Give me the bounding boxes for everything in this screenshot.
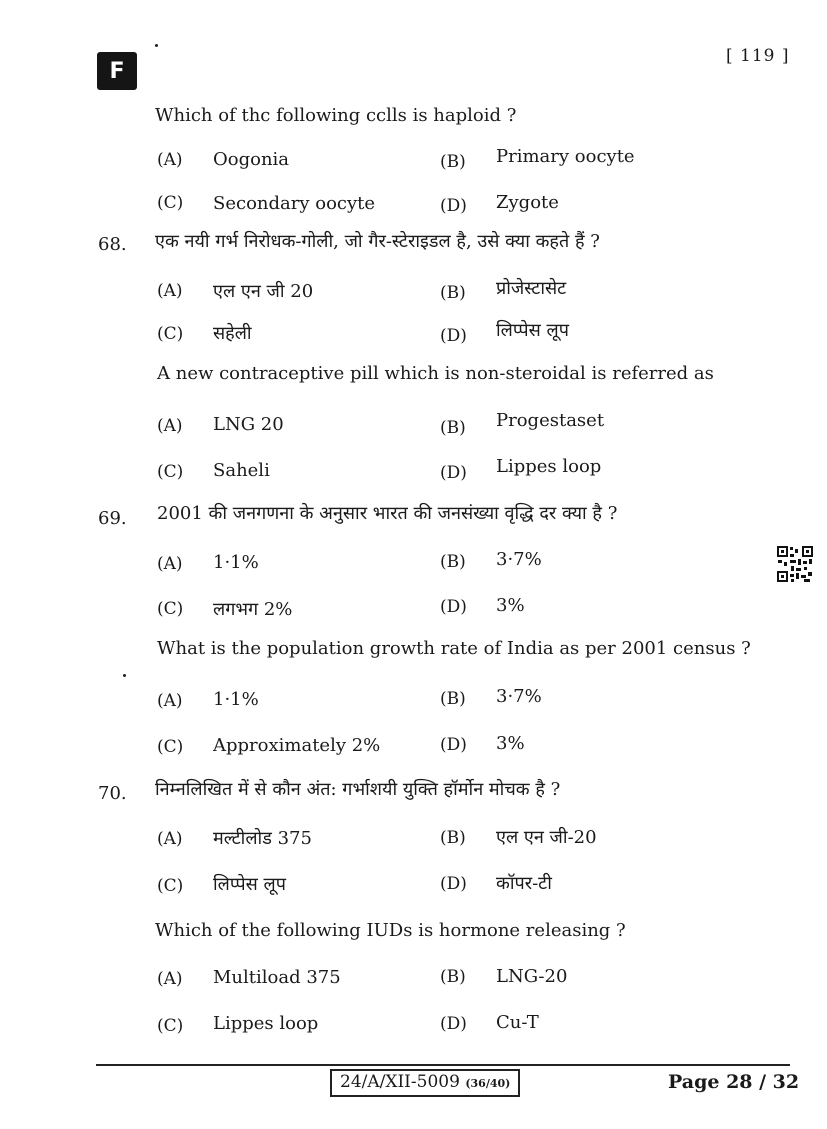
option-text: कॉपर-टी	[496, 873, 552, 894]
option-label: (B)	[440, 283, 466, 303]
option-text: LNG 20	[213, 414, 284, 435]
option-label: (D)	[440, 326, 467, 346]
option-label: (A)	[157, 691, 183, 711]
question-number: 70.	[98, 783, 127, 804]
question-text-hindi: 2001 की जनगणना के अनुसार भारत की जनसंख्या वृद्धि दर क्या है ?	[157, 503, 618, 524]
option-text: लिप्पेस लूप	[213, 874, 286, 895]
option-text: लिप्पेस लूप	[496, 320, 569, 341]
question-text-hindi: निम्नलिखित में से कौन अंत: गर्भाशयी युक्ति हॉर्मोन मोचक है ?	[155, 779, 561, 800]
option-label: (B)	[440, 152, 466, 172]
question-text-english: A new contraceptive pill which is non-steroidal is referred as	[157, 363, 714, 384]
option-label: (B)	[440, 828, 466, 848]
option-text: Approximately 2%	[213, 735, 381, 756]
option-label: (A)	[157, 829, 183, 849]
option-text: Lippes loop	[496, 456, 602, 477]
option-text: 3·7%	[496, 686, 542, 707]
option-label: (C)	[157, 599, 184, 619]
option-label: (B)	[440, 552, 466, 572]
option-label: (C)	[157, 737, 184, 757]
paper-code: 24/A/XII-5009	[340, 1072, 460, 1092]
option-label: (C)	[157, 324, 184, 344]
footer-divider	[96, 1064, 790, 1066]
option-label: (A)	[157, 150, 183, 170]
option-text: 3%	[496, 595, 525, 616]
option-label: (C)	[157, 193, 184, 213]
option-label: (D)	[440, 196, 467, 216]
option-text: Lippes loop	[213, 1013, 319, 1034]
paper-code-box	[330, 1069, 520, 1097]
option-label: (A)	[157, 416, 183, 436]
question-text-hindi: एक नयी गर्भ निरोधक-गोली, जो गैर-स्टेराइडल है, उसे क्या कहते हैं ?	[155, 231, 600, 252]
option-text: Oogonia	[213, 149, 290, 170]
option-label: (B)	[440, 689, 466, 709]
option-label: (A)	[157, 969, 183, 989]
option-text: 3·7%	[496, 549, 542, 570]
option-text: Multiload 375	[213, 967, 341, 988]
paper-code-suffix: (36/40)	[465, 1077, 511, 1090]
question-number: 68.	[98, 234, 127, 255]
option-label: (A)	[157, 554, 183, 574]
option-text: Progestaset	[496, 410, 605, 431]
page-number: Page 28 / 32	[668, 1071, 800, 1093]
option-text: 1·1%	[213, 552, 259, 573]
option-text: मल्टीलोड 375	[213, 828, 312, 849]
option-text: एल एन जी 20	[213, 281, 314, 302]
option-text: 1·1%	[213, 689, 259, 710]
option-text: एल एन जी-20	[496, 827, 597, 848]
question-text-english: What is the population growth rate of India as per 2001 census ?	[157, 638, 751, 659]
option-label: (C)	[157, 1016, 184, 1036]
option-text: सहेली	[213, 323, 252, 344]
speck	[155, 44, 158, 47]
option-text: LNG-20	[496, 966, 568, 987]
option-text: लगभग 2%	[213, 599, 293, 620]
speck	[123, 674, 126, 677]
option-label: (D)	[440, 1014, 467, 1034]
option-label: (B)	[440, 967, 466, 987]
question-number: 69.	[98, 508, 127, 529]
option-text: Cu-T	[496, 1012, 539, 1033]
option-text: Primary oocyte	[496, 146, 635, 167]
option-label: (D)	[440, 463, 467, 483]
set-badge: F	[97, 52, 137, 90]
option-label: (B)	[440, 418, 466, 438]
option-label: (D)	[440, 874, 467, 894]
option-text: Secondary oocyte	[213, 193, 376, 214]
option-text: 3%	[496, 733, 525, 754]
question-text-english: Which of the following IUDs is hormone releasing ?	[155, 920, 626, 941]
option-label: (C)	[157, 876, 184, 896]
option-text: Saheli	[213, 460, 270, 481]
option-text: प्रोजेस्टासेट	[496, 278, 567, 299]
qr-code-icon	[776, 545, 814, 583]
option-text: Zygote	[496, 192, 559, 213]
option-label: (C)	[157, 462, 184, 482]
option-label: (D)	[440, 597, 467, 617]
option-label: (A)	[157, 281, 183, 301]
option-label: (D)	[440, 735, 467, 755]
page-reference: [ 119 ]	[726, 46, 790, 66]
question-text: Which of thc following cclls is haploid ?	[155, 105, 517, 126]
